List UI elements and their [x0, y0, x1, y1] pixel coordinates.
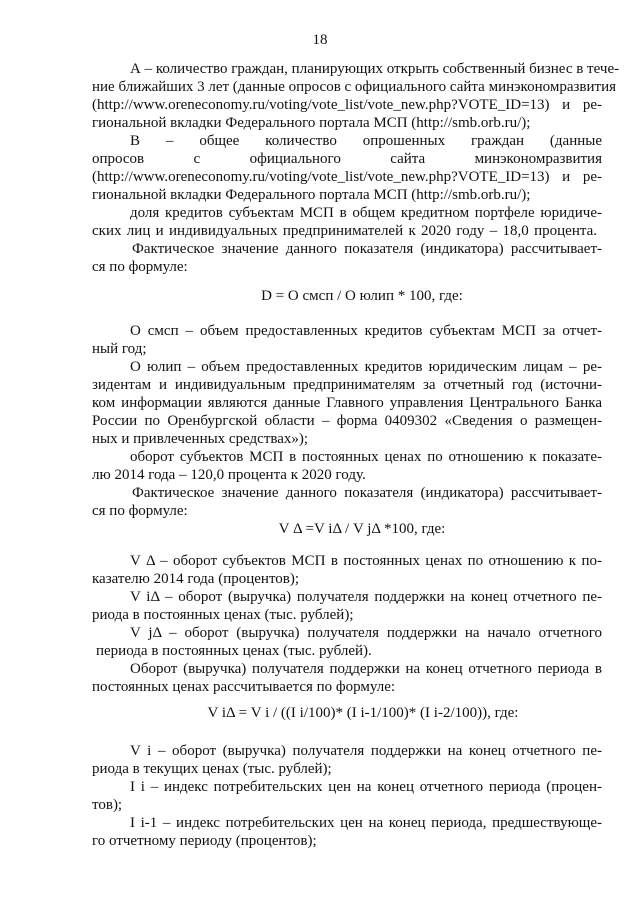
text-line: оборот субъектов МСП в постоянных ценах по отношению к показате-	[130, 449, 602, 465]
text-line: го отчетному периоду (процентов);	[92, 833, 317, 849]
text-line: ся по формуле:	[92, 503, 188, 519]
text-line: зидентам и индивидуальным предпринимателям за отчетный год (источни-	[92, 377, 602, 393]
text-line: России по Оренбургской области – форма 0409302 «Сведения о размещен-	[92, 413, 602, 429]
text-line: I i-1 – индекс потребительских цен на конец периода, предшествующе-	[130, 815, 602, 831]
text-line: периода в постоянных ценах (тыс. рублей).	[96, 643, 372, 659]
text-line: казателю 2014 года (процентов);	[92, 571, 300, 587]
text-line: опросов с официального сайта минэкономразвития	[92, 151, 602, 167]
text-line: ком информации являются данные Главного управления Центрального Банка	[92, 395, 602, 411]
text-line: доля кредитов субъектам МСП в общем кредитном портфеле юридиче-	[130, 205, 602, 221]
text-line: V i – оборот (выручка) получателя поддержки на конец отчетного пе-	[130, 743, 602, 759]
text-line: ный год;	[92, 341, 147, 357]
text-line: гиональной вкладки Федерального портала МСП (http://smb.orb.ru/);	[92, 115, 531, 131]
text-line: (http://www.oreneconomy.ru/voting/vote_list/vote_new.php?VOTE_ID=13) и ре-	[92, 97, 602, 113]
text-line: V jΔ – оборот (выручка) получателя поддержки на начало отчетного	[130, 625, 602, 641]
text-line: ние ближайших 3 лет (данные опросов с официального сайта минэкономразвития	[92, 79, 616, 95]
text-line: тов);	[92, 797, 123, 813]
text-line: гиональной вкладки Федерального портала МСП (http://smb.orb.ru/);	[92, 187, 531, 203]
text-line: А – количество граждан, планирующих открыть собственный бизнес в тече-	[130, 61, 620, 77]
text-line: V iΔ = V i / ((I i/100)* (I i-1/100)* (I i-2/100)), где:	[207, 705, 519, 721]
text-line: D = O смсп / O юлип * 100, где:	[261, 288, 463, 304]
text-line: В – общее количество опрошенных граждан (данные	[130, 133, 602, 149]
text-line: V Δ – оборот субъектов МСП в постоянных ценах по отношению к по-	[130, 553, 602, 569]
text-line: (http://www.oreneconomy.ru/voting/vote_list/vote_new.php?VOTE_ID=13) и ре-	[92, 169, 602, 185]
text-line: риода в текущих ценах (тыс. рублей);	[92, 761, 332, 777]
text-line: Оборот (выручка) получателя поддержки на конец отчетного периода в	[130, 661, 602, 677]
text-line: ся по формуле:	[92, 259, 188, 275]
text-line: V iΔ – оборот (выручка) получателя поддержки на конец отчетного пе-	[130, 589, 602, 605]
text-line: Фактическое значение данного показателя (индикатора) рассчитывает-	[132, 485, 602, 501]
text-line: ских лиц и индивидуальных предпринимателей к 2020 году – 18,0 процента.	[92, 223, 597, 239]
text-line: О смсп – объем предоставленных кредитов субъектам МСП за отчет-	[130, 323, 602, 339]
text-line: I i – индекс потребительских цен на конец отчетного периода (процен-	[130, 779, 602, 795]
text-line: риода в постоянных ценах (тыс. рублей);	[92, 607, 354, 623]
text-line: ных и привлеченных средствах»);	[92, 431, 309, 447]
text-line: лю 2014 года – 120,0 процента к 2020 году.	[92, 467, 366, 483]
text-line: V Δ =V iΔ / V jΔ *100, где:	[278, 521, 446, 537]
text-line: Фактическое значение данного показателя (индикатора) рассчитывает-	[132, 241, 602, 257]
page-number: 18	[312, 32, 328, 48]
text-line: О юлип – объем предоставленных кредитов юридическим лицам – ре-	[130, 359, 602, 375]
text-line: постоянных ценах рассчитывается по формуле:	[92, 679, 396, 695]
